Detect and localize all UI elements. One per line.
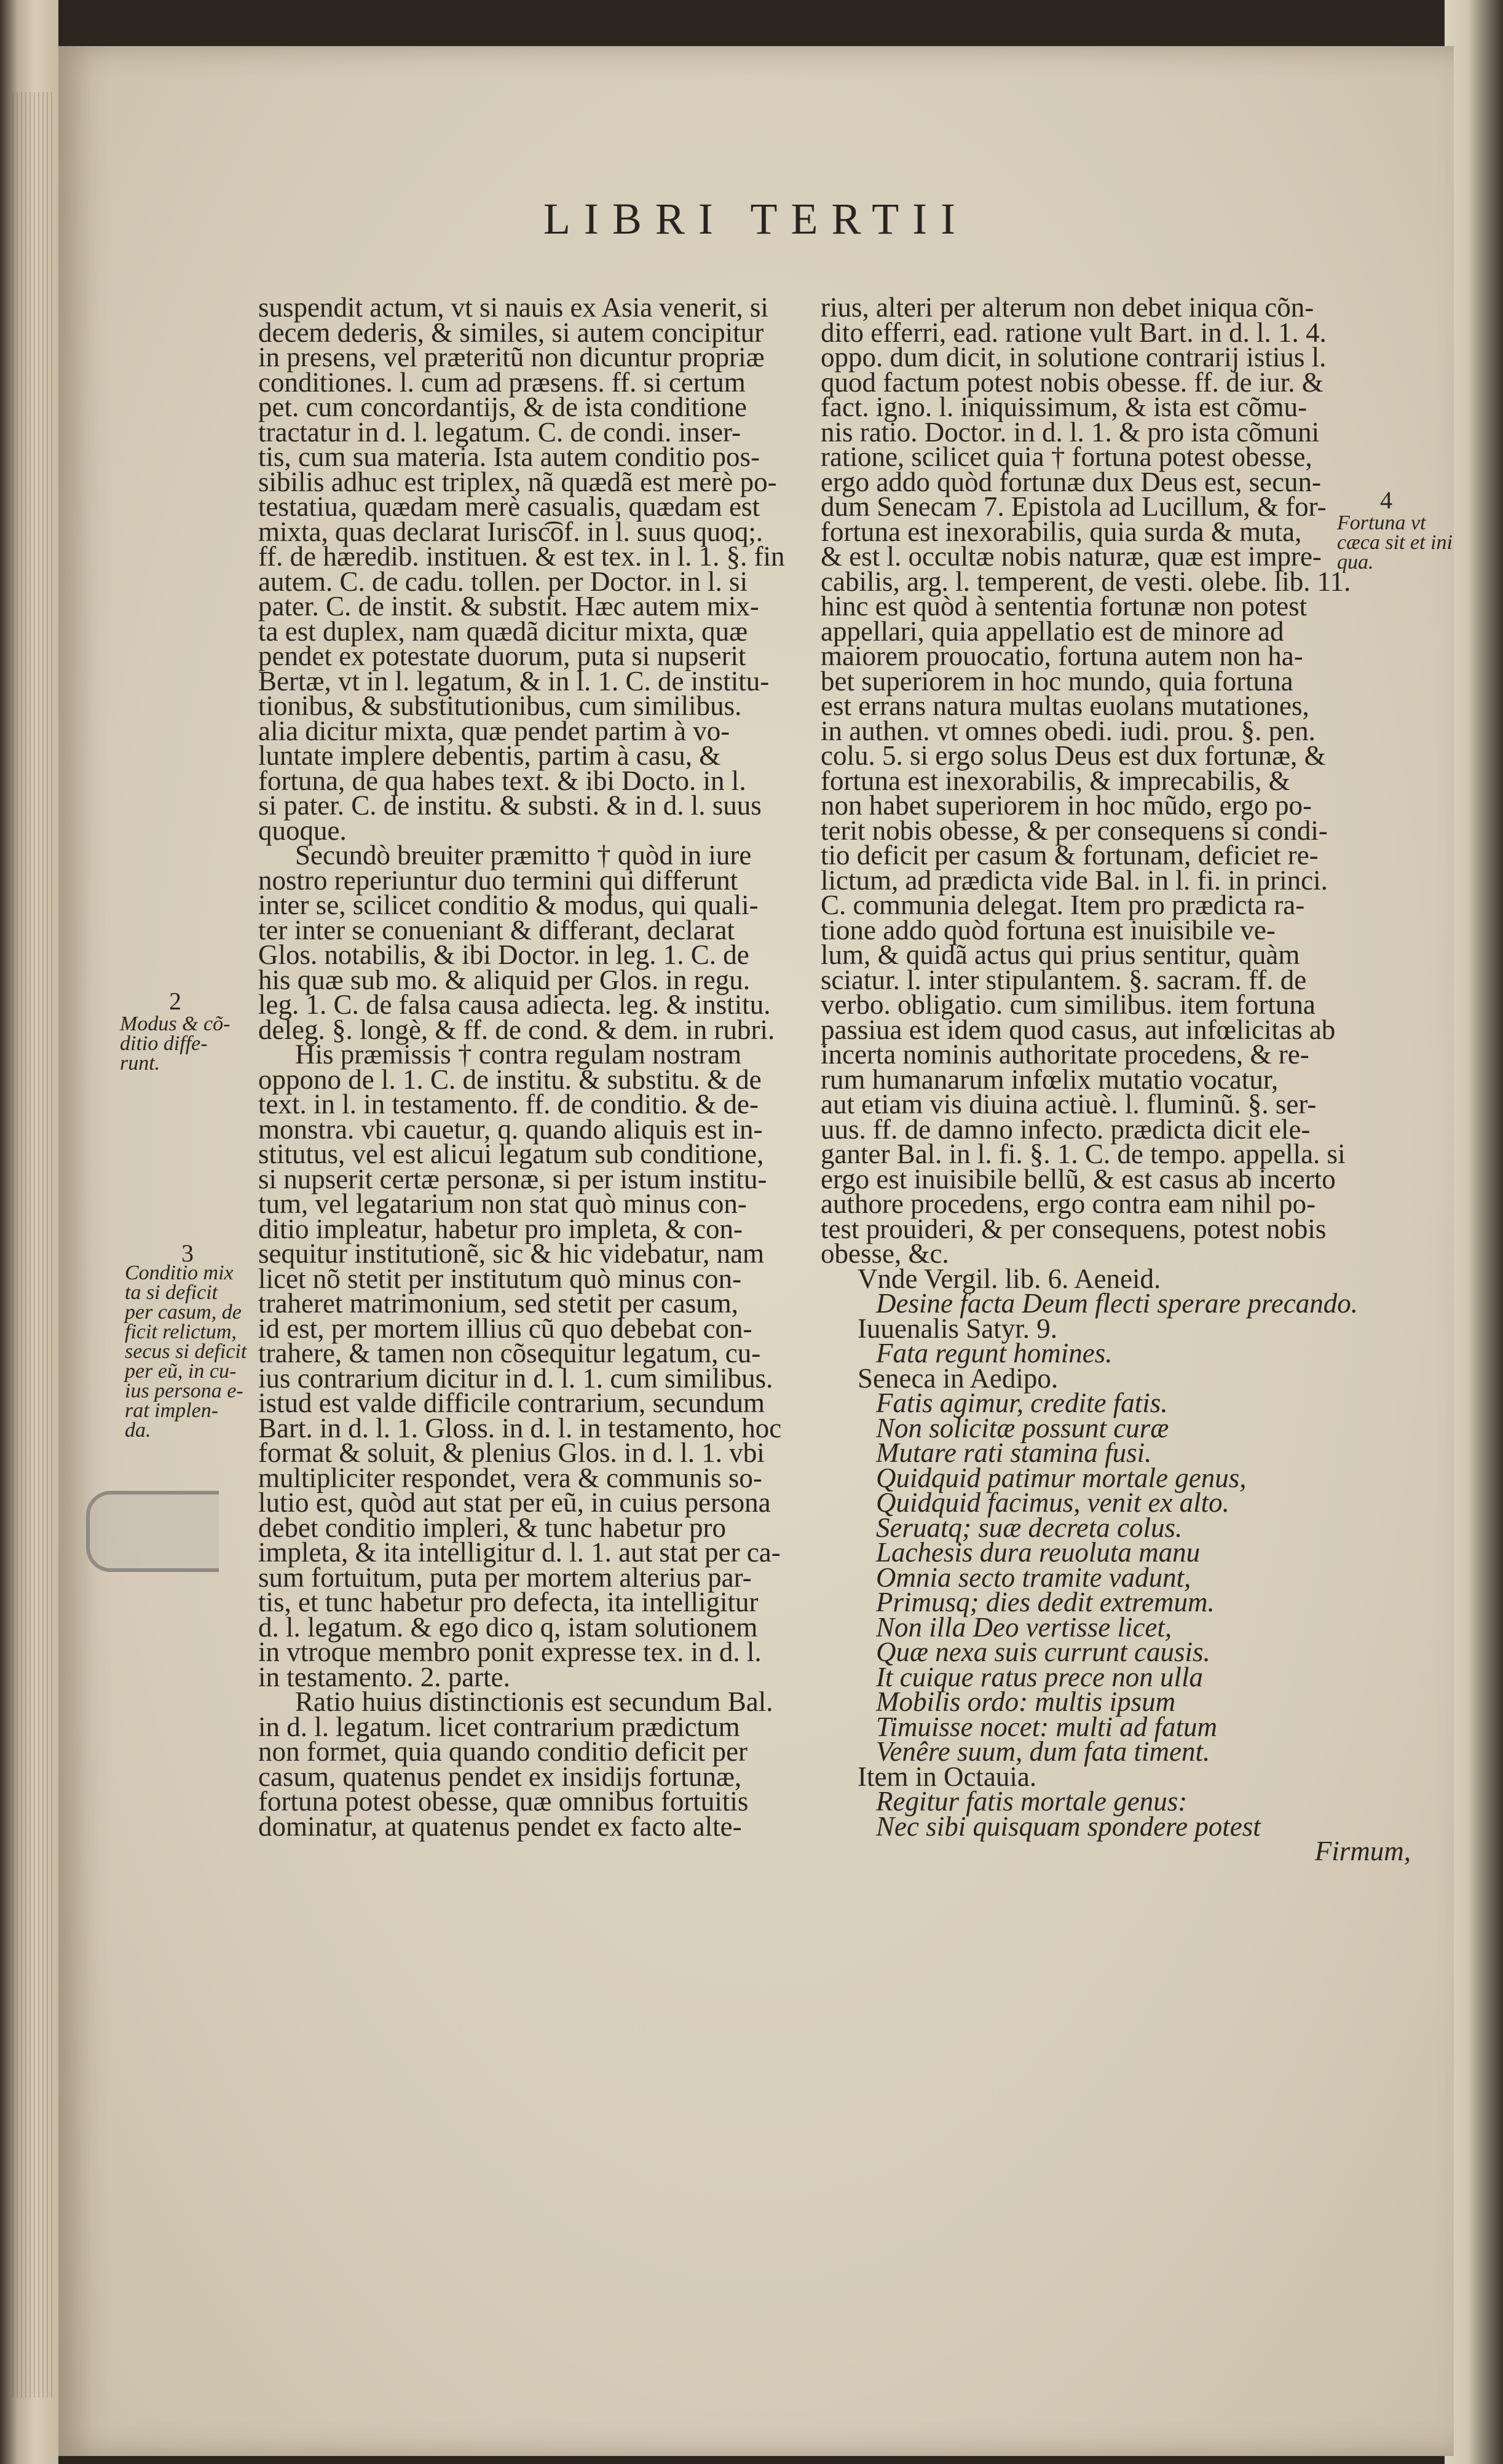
text-line: debet conditio impleri, & tunc habetur pro (258, 1512, 727, 1543)
catchword: Firmum, (1314, 1836, 1411, 1866)
margin-note-number-2: 2 (169, 987, 181, 1015)
text-line: tio deficit per casum & fortunam, deficiet re- (821, 840, 1319, 871)
text-line: sciatur. l. inter stipulantem. §. sacram. ff. de (821, 964, 1307, 995)
text-line: uus. ff. de damno infecto. prædicta dicit ele- (821, 1113, 1311, 1145)
margin-note-line: per casum, de (125, 1301, 242, 1324)
text-line: decem dederis, & similes, si autem concipitur (258, 317, 764, 348)
text-line: id est, per mortem illius cũ quo debebat con- (258, 1313, 752, 1344)
text-line: quoque. (258, 815, 347, 846)
text-line: ganter Bal. in l. fi. §. 1. C. de tempo. appella. si (821, 1139, 1346, 1169)
text-line: in testamento. 2. parte. (258, 1661, 510, 1692)
text-line: est errans natura multas euolans mutationes, (821, 690, 1309, 721)
margin-note-line: Fortuna vt (1337, 511, 1426, 534)
text-line: incerta nominis authoritate procedens, & re- (821, 1039, 1309, 1070)
text-line: Venêre suum, dum fata timent. (876, 1736, 1210, 1767)
text-line: ta est duplex, nam quædã dicitur mixta, quæ (258, 615, 748, 647)
text-line: ff. de hæredib. instituen. & est tex. in l. 1. §. fin (258, 541, 785, 572)
margin-note-line: cæca sit et ini (1337, 531, 1453, 554)
text-line: casum, quatenus pendet ex insidijs fortunæ, (258, 1761, 742, 1792)
text-line: Desine facta Deum flecti sperare precando. (876, 1288, 1358, 1319)
margin-note-4 (1337, 513, 1453, 572)
text-line: Non solicitæ possunt curæ (876, 1412, 1169, 1443)
text-line: monstra. vbi cauetur, q. quando aliquis est in- (258, 1113, 763, 1145)
text-line: deleg. §. longè, & ff. de cond. & dem. in rubri. (258, 1014, 775, 1045)
text-line: fact. igno. l. iniquissimum, & ista est cõmu- (821, 392, 1308, 422)
text-line: aut etiam vis diuina actiuè. l. fluminũ. §. ser- (821, 1089, 1317, 1119)
text-line: impleta, & ita intelligitur d. l. 1. aut stat per ca- (258, 1537, 781, 1568)
text-line: oppono de l. 1. C. de institu. & substitu. & de (258, 1064, 762, 1095)
margin-note-line: ius persona e- (125, 1380, 243, 1402)
text-line: hinc est quòd à sententia fortunæ non potest (821, 591, 1308, 622)
text-line: passiua est idem quod casus, aut infœlicitas ab (821, 1014, 1336, 1045)
text-line: Timuisse nocet: multi ad fatum (876, 1711, 1217, 1742)
text-line: lictum, ad prædicta vide Bal. in l. fi. in princi. (821, 864, 1328, 896)
text-line: C. communia delegat. Item pro prædicta ra- (821, 890, 1305, 920)
margin-note-line: per eũ, in cu- (125, 1360, 237, 1383)
text-line: Fata regunt homines. (876, 1338, 1113, 1368)
text-line: non formet, quia quando conditio deficit per (258, 1736, 748, 1767)
text-line: Bart. in d. l. 1. Gloss. in d. l. in testamento, hoc (258, 1412, 782, 1443)
text-line: Omnia secto tramite vadunt, (876, 1562, 1191, 1593)
page-stack-lines (12, 92, 55, 2398)
text-line: ius contrarium dicitur in d. l. 1. cum similibus. (258, 1362, 773, 1394)
margin-note-line: ditio diffe- (120, 1032, 208, 1055)
text-line: suspendit actum, vt si nauis ex Asia venerit, si (258, 292, 768, 323)
text-line: dito efferri, ead. ratione vult Bart. in d. l. 1. 4. (821, 317, 1327, 348)
text-line: nostro reperiuntur duo termini qui differunt (258, 864, 738, 896)
text-line: Seruatq; suæ decreta colus. (876, 1512, 1183, 1543)
text-line: cabilis, arg. l. temperent, de vesti. olebe. lib. 11. (821, 566, 1351, 597)
text-line: lum, & quidã actus qui prius sentitur, quàm (821, 939, 1300, 970)
text-line: Nec sibi quisquam spondere potest (876, 1810, 1261, 1842)
text-line: It cuique ratus prece non ulla (876, 1661, 1203, 1692)
text-line: rius, alteri per alterum non debet iniqua cõn- (821, 292, 1314, 323)
page-clip (86, 1491, 219, 1572)
text-line: & est l. occultæ nobis naturæ, quæ est impre- (821, 541, 1322, 572)
text-line: tis, et tunc habetur pro defecta, ita intelligitur (258, 1587, 759, 1617)
text-line: Lachesis dura reuoluta manu (876, 1537, 1201, 1568)
text-line: Vnde Vergil. lib. 6. Aeneid. (858, 1263, 1161, 1294)
text-line: Item in Octauia. (858, 1761, 1037, 1792)
margin-note-line: ficit relictum, (125, 1321, 237, 1343)
margin-note-2 (120, 1014, 230, 1073)
text-line: format & soluit, & plenius Glos. in d. l. 1. vbi (258, 1437, 765, 1468)
text-line: pater. C. de instit. & substit. Hæc autem mix- (258, 591, 759, 622)
text-line: autem. C. de cadu. tollen. per Doctor. in l. si (258, 566, 748, 597)
text-line: rum humanarum infœlix mutatio vocatur, (821, 1064, 1279, 1095)
text-line: istud est valde difficile contrarium, secundum (258, 1388, 765, 1418)
margin-note-line: rat implen- (125, 1399, 219, 1422)
text-line: terit nobis obesse, & per consequens si condi- (821, 815, 1328, 846)
text-line: trahere, & tamen non cõsequitur legatum, cu- (258, 1338, 761, 1368)
text-line: fortuna, de qua habes text. & ibi Docto. in l. (258, 765, 746, 796)
text-line: fortuna est inexorabilis, & imprecabilis, & (821, 765, 1290, 796)
text-line: in presens, vel præteritũ non dicuntur propriæ (258, 342, 765, 373)
right-text-column (821, 292, 1423, 1866)
text-line: Mobilis ordo: multis ipsum (876, 1686, 1176, 1717)
text-line: appellari, quia appellatio est de minore ad (821, 615, 1284, 647)
text-line: Non illa Deo vertisse licet, (876, 1611, 1172, 1643)
margin-note-number-3: 3 (181, 1239, 194, 1267)
margin-note-line: Modus & cõ- (120, 1013, 231, 1035)
text-line: text. in l. in testamento. ff. de conditio. & de- (258, 1089, 759, 1119)
text-line: Glos. notabilis, & ibi Doctor. in leg. 1. C. de (258, 939, 749, 970)
text-line: sum fortuitum, puta per mortem alterius par- (258, 1562, 752, 1593)
margin-note-line: qua. (1337, 551, 1374, 574)
text-line: testatiua, quædam merè casualis, quædam est (258, 491, 760, 522)
text-line: authore procedens, ergo contra eam nihil po- (821, 1188, 1316, 1219)
text-line: alia dicitur mixta, quæ pendet partim à vo- (258, 715, 730, 746)
text-line: conditiones. l. cum ad præsens. ff. si certum (258, 366, 746, 398)
text-line: Iuuenalis Satyr. 9. (858, 1313, 1057, 1344)
running-head: LIBRI TERTII (543, 194, 969, 243)
margin-note-line: secus si deficit (125, 1340, 247, 1363)
text-line: sequitur institutionẽ, sic & hic videbatur, nam (258, 1238, 765, 1269)
text-line: verbo. obligatio. cum similibus. item fortuna (821, 989, 1316, 1020)
text-line: ditio impleatur, habetur pro impleta, & con- (258, 1213, 743, 1244)
text-line: inter se, scilicet conditio & modus, qui quali- (258, 890, 759, 920)
text-line: stitutus, vel est alicui legatum sub conditione, (258, 1139, 764, 1169)
margin-note-line: da. (125, 1419, 151, 1442)
text-line: tractatur in d. l. legatum. C. de condi. inser- (258, 416, 741, 448)
text-line: in d. l. legatum. licet contrarium prædictum (258, 1711, 740, 1742)
book-page (58, 46, 1454, 2456)
text-line: oppo. dum dicit, in solutione contrarij istius l. (821, 342, 1327, 373)
text-line: fortuna est inexorabilis, quia surda & muta, (821, 516, 1302, 547)
text-line: tum, vel legatarium non stat quò minus con- (258, 1188, 747, 1219)
text-line: dominatur, at quatenus pendet ex facto alte- (258, 1810, 742, 1842)
margin-note-number-4: 4 (1380, 486, 1392, 514)
text-line: fortuna potest obesse, quæ omnibus fortuitis (258, 1786, 749, 1817)
margin-note-line: runt. (120, 1052, 160, 1075)
text-line: his quæ sub mo. & aliquid per Glos. in regu. (258, 964, 750, 995)
text-line: tionibus, & substitutionibus, cum similibus. (258, 690, 742, 721)
text-line: ratione, scilicet quia † fortuna potest obesse, (821, 441, 1312, 472)
text-line: licet nõ stetit per institutum quò minus con- (258, 1263, 742, 1294)
margin-note-line: Conditio mix (125, 1262, 234, 1284)
text-line: traheret matrimonium, sed stetit per casum, (258, 1288, 739, 1319)
text-line: Ratio huius distinctionis est secundum Bal. (295, 1686, 773, 1717)
left-text-column (258, 292, 848, 1842)
text-line: maiorem prouocatio, fortuna autem non ha- (821, 641, 1303, 671)
text-line: non habet superiorem in hoc mũdo, ergo po- (821, 790, 1312, 821)
text-line: pet. cum concordantijs, & de ista conditione (258, 392, 747, 422)
text-line: d. l. legatum. & ego dico q, istam solutionem (258, 1611, 758, 1643)
text-line: ter inter se conueniant & differant, declarat (258, 914, 735, 946)
text-line: multipliciter respondet, vera & communis so- (258, 1462, 762, 1493)
text-line: in authen. vt omnes obedi. iudi. prou. §. pen. (821, 715, 1316, 746)
text-line: tis, cum sua materia. Ista autem conditio pos- (258, 441, 760, 472)
text-line: in vtroque membro ponit expresse tex. in d. l. (258, 1637, 762, 1667)
text-line: Quidquid patimur mortale genus, (876, 1462, 1247, 1493)
text-line: nis ratio. Doctor. in d. l. 1. & pro ista cõmuni (821, 416, 1320, 448)
text-line: obesse, &c. (821, 1238, 949, 1269)
text-line: quod factum potest nobis obesse. ff. de iur. & (821, 366, 1324, 398)
text-line: si nupserit certæ personæ, si per istum institu- (258, 1163, 767, 1194)
text-line: leg. 1. C. de falsa causa adiecta. leg. & institu. (258, 989, 771, 1020)
text-line: bet superiorem in hoc mundo, quia fortuna (821, 665, 1293, 697)
text-line: si pater. C. de institu. & substi. & in d. l. suus (258, 790, 762, 821)
text-line: mixta, quas declarat Iurisc͡of. in l. suus quoq;. (258, 516, 763, 547)
text-line: ergo est inuisibile bellũ, & est casus ab incerto (821, 1163, 1336, 1194)
text-line: sibilis adhuc est triplex, nã quædã est merè po- (258, 466, 777, 497)
text-line: Regitur fatis mortale genus: (876, 1786, 1188, 1817)
text-line: Bertæ, vt in l. legatum, & in l. 1. C. de institu- (258, 665, 770, 697)
text-line: Quæ nexa suis currunt causis. (876, 1637, 1210, 1667)
text-line: Fatis agimur, credite fatis. (876, 1388, 1168, 1418)
text-line: colu. 5. si ergo solus Deus est dux fortunæ, & (821, 740, 1326, 771)
margin-note-3 (125, 1263, 247, 1440)
margin-note-line: ta si deficit (125, 1281, 218, 1304)
text-line: Mutare rati stamina fusi. (876, 1437, 1152, 1468)
text-line: Seneca in Aedipo. (858, 1362, 1059, 1394)
text-line: ergo addo quòd fortunæ dux Deus est, secun- (821, 466, 1322, 497)
text-line: luntate implere debentis, partim à casu, & (258, 740, 721, 771)
text-line: dum Senecam 7. Epistola ad Lucillum, & for- (821, 491, 1327, 522)
text-line: tione addo quòd fortuna est inuisibile ve- (821, 914, 1276, 946)
text-line: His præmissis † contra regulam nostram (295, 1039, 742, 1070)
text-line: test prouideri, & per consequens, potest nobis (821, 1213, 1327, 1244)
text-line: Primusq; dies dedit extremum. (876, 1587, 1215, 1617)
text-line: Quidquid facimus, venit ex alto. (876, 1487, 1229, 1518)
text-line: Secundò breuiter præmitto † quòd in iure (295, 840, 752, 871)
text-line: pendet ex potestate duorum, puta si nupserit (258, 641, 746, 671)
text-line: lutio est, quòd aut stat per eũ, in cuius persona (258, 1487, 771, 1518)
